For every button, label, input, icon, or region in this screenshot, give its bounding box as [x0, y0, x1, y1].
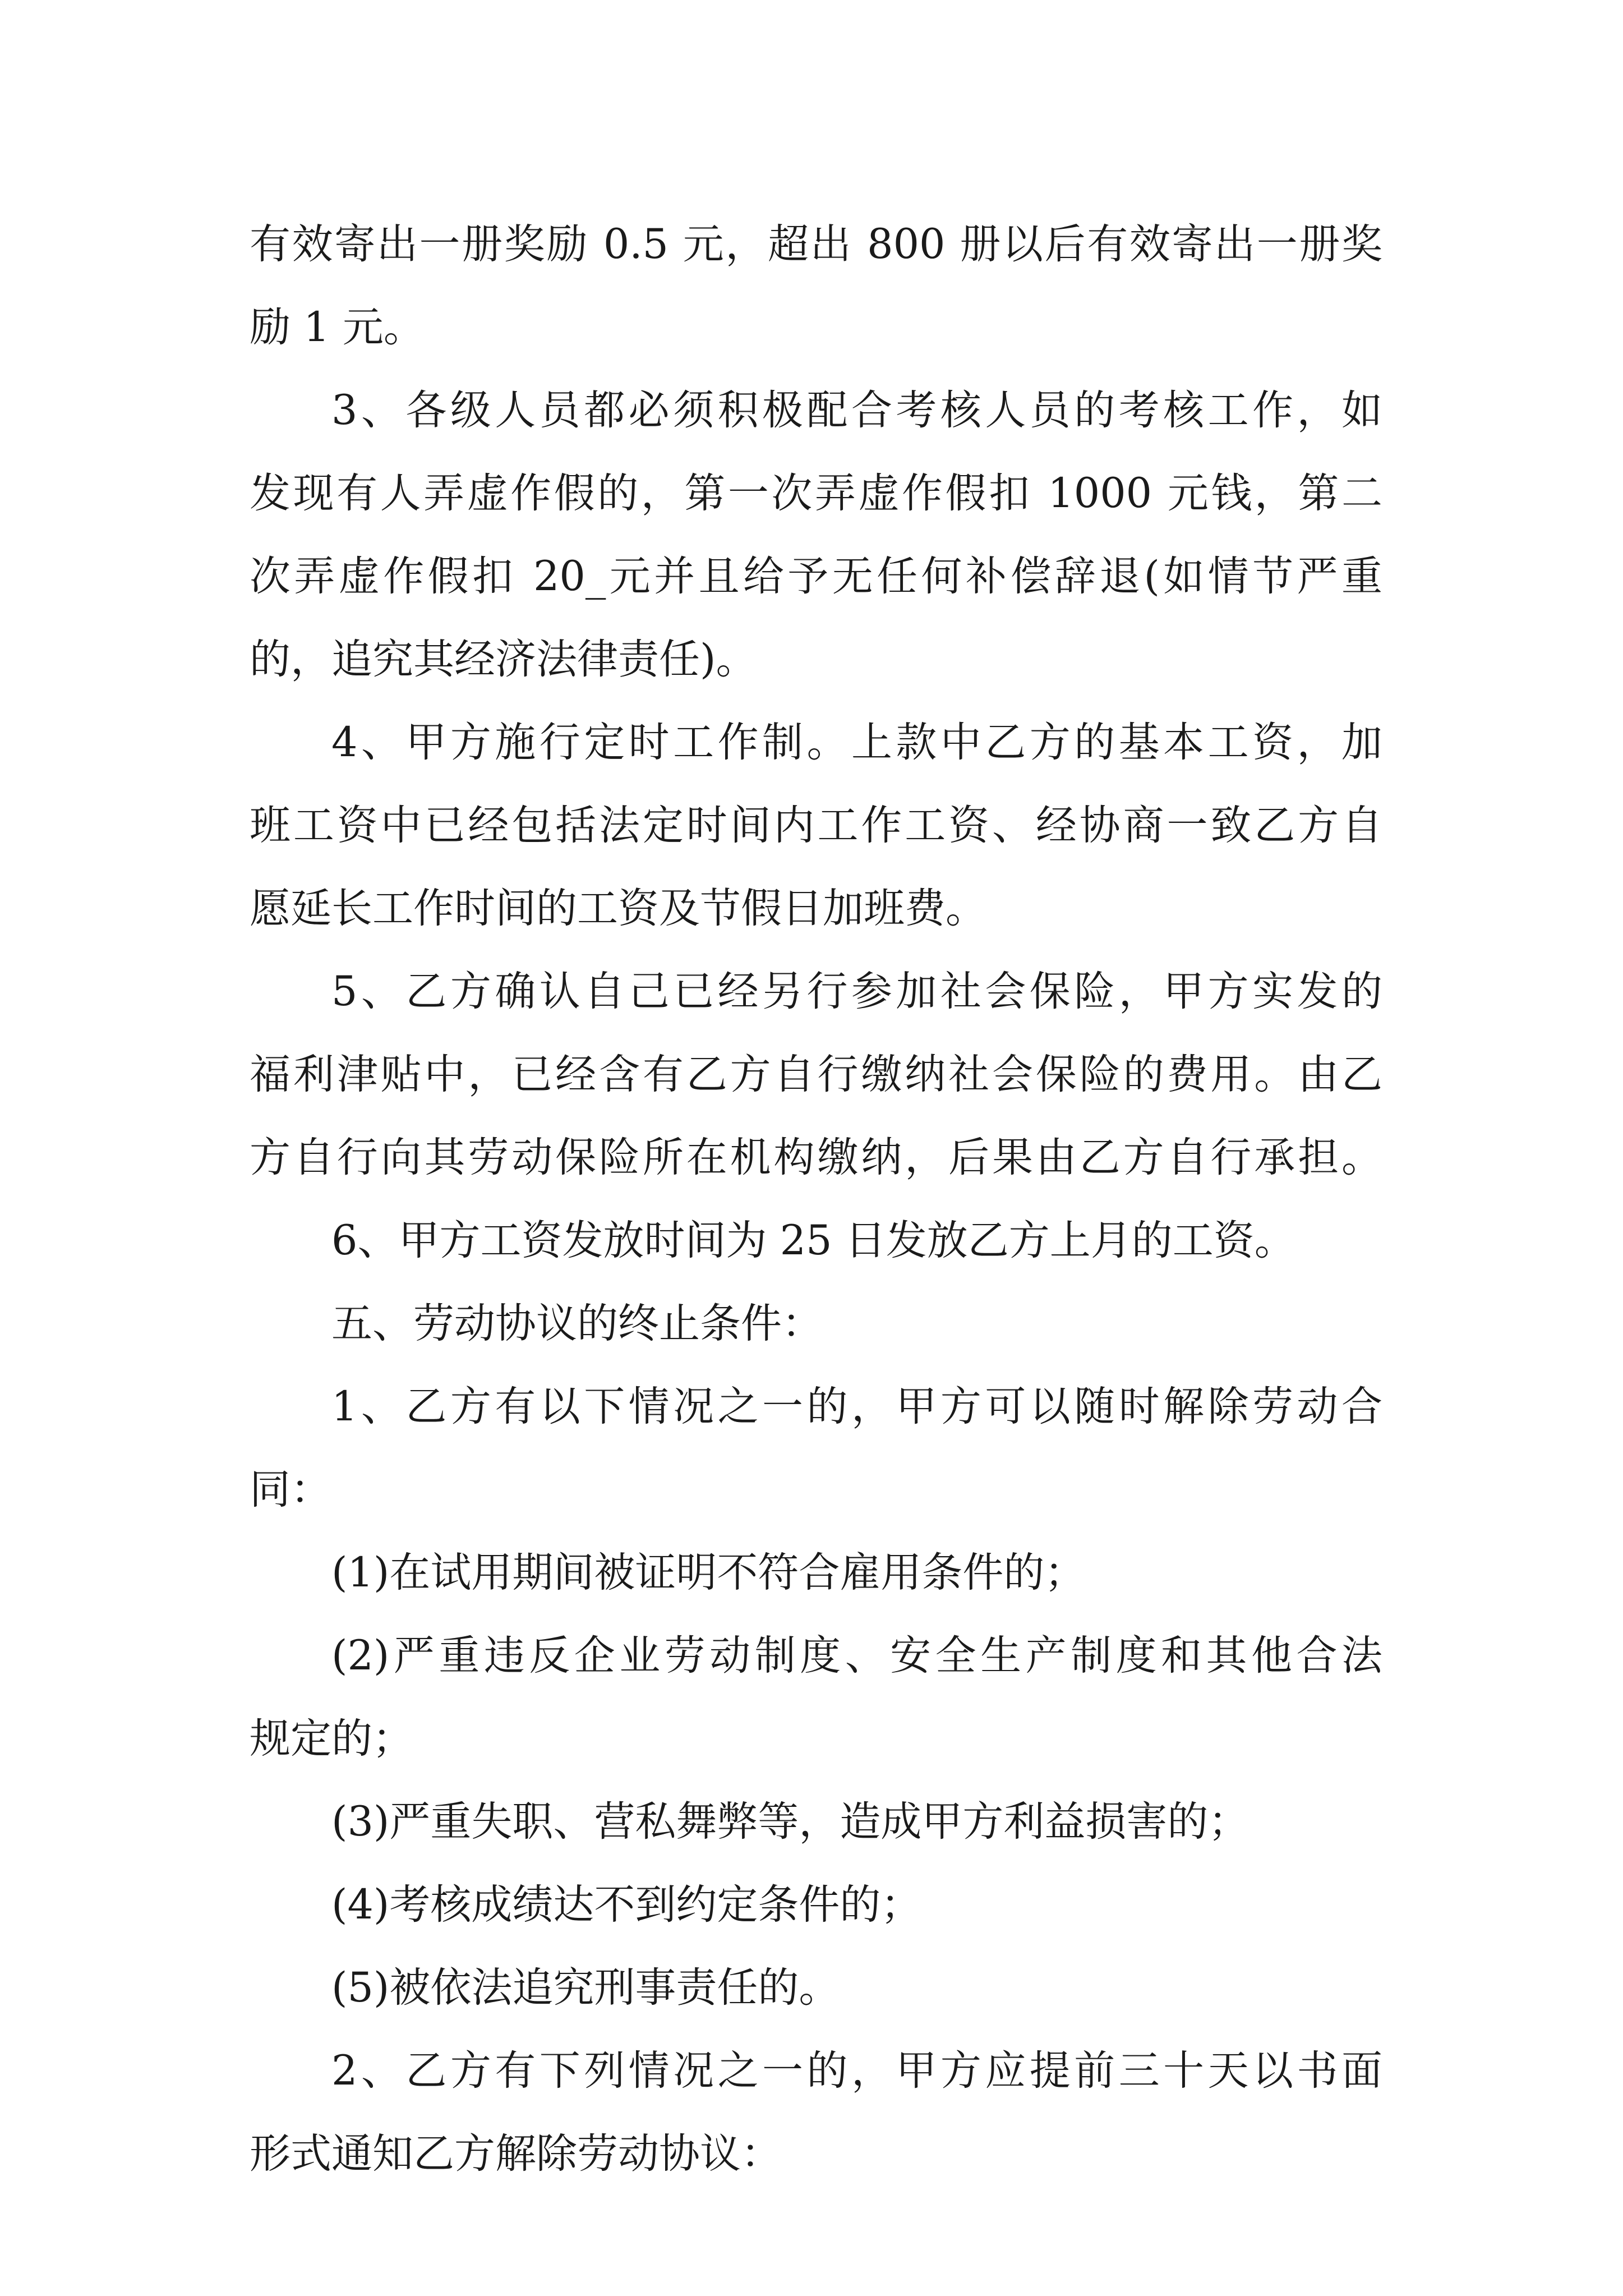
- text-line: 3、各级人员都必须积极配合考核人员的考核工作，如: [331, 386, 1382, 434]
- text-line: 4、甲方施行定时工作制。上款中乙方的基本工资，加: [331, 719, 1382, 766]
- text-line: 发现有人弄虚作假的，第一次弄虚作假扣 1000 元钱，第二: [250, 470, 1382, 517]
- text-line: 班工资中已经包括法定时间内工作工资、经协商一致乙方自: [250, 802, 1382, 849]
- document-body: [250, 203, 1382, 2196]
- text-line: (3)严重失职、营私舞弊等，造成甲方利益损害的；: [331, 1798, 1249, 1846]
- text-line: 励 1 元。: [250, 303, 425, 351]
- text-line: 愿延长工作时间的工资及节假日加班费。: [250, 885, 986, 932]
- text-line: 有效寄出一册奖励 0.5 元，超出 800 册以后有效寄出一册奖: [250, 220, 1382, 268]
- text-line: 方自行向其劳动保险所在机构缴纳，后果由乙方自行承担。: [250, 1134, 1382, 1181]
- text-line: 2、乙方有下列情况之一的，甲方应提前三十天以书面: [331, 2047, 1382, 2095]
- text-line: 五、劳动协议的终止条件：: [331, 1300, 823, 1347]
- text-line: (2)严重违反企业劳动制度、安全生产制度和其他合法: [331, 1632, 1382, 1680]
- text-line: 同：: [250, 1466, 331, 1513]
- text-line: (4)考核成绩达不到约定条件的；: [331, 1881, 922, 1929]
- text-line: 1、乙方有以下情况之一的，甲方可以随时解除劳动合: [331, 1383, 1382, 1430]
- text-line: 6、甲方工资发放时间为 25 日发放乙方上月的工资。: [331, 1217, 1295, 1264]
- text-line: 5、乙方确认自己已经另行参加社会保险，甲方实发的: [331, 968, 1382, 1015]
- text-line: 形式通知乙方解除劳动协议：: [250, 2130, 782, 2178]
- text-line: 次弄虚作假扣 20_元并且给予无任何补偿辞退(如情节严重: [250, 553, 1382, 600]
- text-line: (1)在试用期间被证明不符合雇用条件的；: [331, 1549, 1086, 1596]
- text-line: (5)被依法追究刑事责任的。: [331, 1964, 840, 2012]
- text-line: 的，追究其经济法律责任)。: [250, 636, 757, 683]
- text-line: 规定的；: [250, 1715, 413, 1763]
- text-line: 福利津贴中，已经含有乙方自行缴纳社会保险的费用。由乙: [250, 1051, 1382, 1098]
